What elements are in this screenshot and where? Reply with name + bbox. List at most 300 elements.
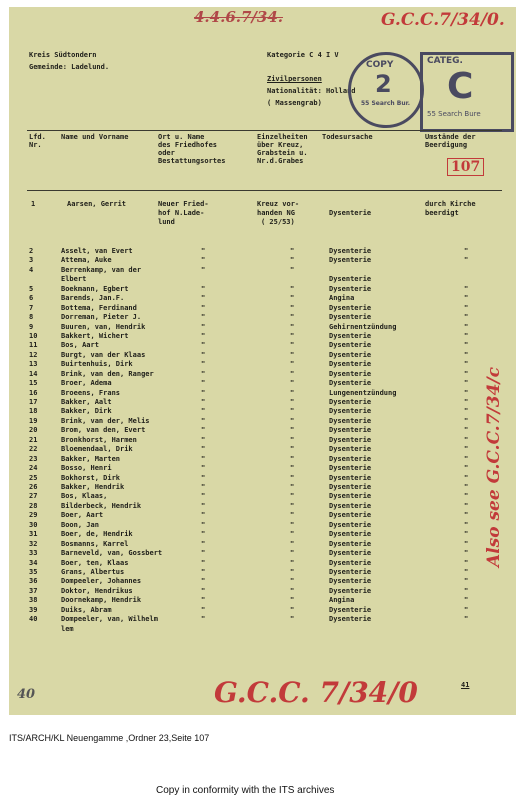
row-cause: Dysenterie xyxy=(329,256,372,265)
row-cause: Dysenterie xyxy=(329,407,372,416)
row-number: 6 xyxy=(29,294,34,303)
header-rule-bottom xyxy=(27,190,502,191)
row-name: Bos, Klaas, xyxy=(61,492,108,501)
row-umstaende-ditto: " xyxy=(464,247,469,255)
row-1-einzel-line1: Kreuz vor- xyxy=(257,200,300,208)
row-umstaende-ditto: " xyxy=(464,539,469,548)
row-cause: Dysenterie xyxy=(329,520,372,529)
row-number: 20 xyxy=(29,426,38,435)
row-einzel-ditto: " xyxy=(290,605,295,614)
row-einzel-ditto: " xyxy=(290,483,295,491)
row-cause: Dysenterie xyxy=(329,492,372,501)
row-number: 5 xyxy=(29,284,34,293)
row-einzel-ditto: " xyxy=(290,501,295,510)
table-row xyxy=(9,426,516,434)
row-cause: Dysenterie xyxy=(329,341,372,350)
row-umstaende-ditto: " xyxy=(464,586,469,595)
row-number: 37 xyxy=(29,586,38,595)
row-einzel-ditto: " xyxy=(290,379,295,388)
row-name: Bakkert, Wichert xyxy=(61,331,129,340)
row-ort-ditto: " xyxy=(201,435,206,444)
stamp-categ-text: CATEG. xyxy=(427,56,463,66)
row-ort-ditto: " xyxy=(201,350,206,359)
row-umstaende-ditto: " xyxy=(464,577,469,586)
row-umstaende-ditto: " xyxy=(464,360,469,369)
handwritten-reference: G.C.C.7/34/0. xyxy=(381,10,505,30)
copy-conformity-note: Copy in conformity with the ITS archives xyxy=(156,785,335,796)
row-umstaende-ditto: " xyxy=(464,454,469,463)
row-ort-ditto: " xyxy=(201,360,206,369)
row-einzel-ditto: " xyxy=(290,350,295,359)
row-name: Bakker, Dirk xyxy=(61,407,112,416)
row-umstaende-ditto: " xyxy=(464,549,469,558)
row-einzel-ditto: " xyxy=(290,265,295,274)
row-ort-ditto: " xyxy=(201,322,206,331)
row-cause: Dysenterie xyxy=(329,501,372,510)
table-row xyxy=(9,492,516,500)
row-cause: Dysenterie xyxy=(329,558,372,567)
row-1-nr: 1 xyxy=(31,200,36,208)
row-einzel-ditto: " xyxy=(290,454,295,463)
row-ort-ditto: " xyxy=(201,247,206,255)
row-name: Brink, van den, Ranger xyxy=(61,369,154,378)
row-name: Bilderbeck, Hendrik xyxy=(61,501,142,510)
row-ort-ditto: " xyxy=(201,313,206,322)
col-name-header: Name und Vorname xyxy=(61,133,129,141)
row-einzel-ditto: " xyxy=(290,435,295,444)
row-umstaende-ditto: " xyxy=(464,464,469,473)
row-einzel-ditto: " xyxy=(290,416,295,425)
row-name: Burgt, van der Klaas xyxy=(61,350,146,359)
row-cause: Dysenterie xyxy=(329,379,372,388)
row-name: Bakker, Aalt xyxy=(61,398,112,407)
row-1-umstaende-line2: beerdigt xyxy=(425,209,459,217)
row-einzel-ditto: " xyxy=(290,360,295,369)
table-row xyxy=(9,247,516,255)
row-number: 3 xyxy=(29,256,34,265)
row-umstaende-ditto: " xyxy=(464,256,469,265)
table-row xyxy=(9,285,516,293)
row-cause: Dysenterie xyxy=(329,313,372,322)
row-einzel-ditto: " xyxy=(290,303,295,312)
row-einzel-ditto: " xyxy=(290,369,295,378)
row-cause: Dysenterie xyxy=(329,454,372,463)
table-row xyxy=(9,474,516,482)
row-name: lem xyxy=(61,624,74,633)
row-name: Doornekamp, Hendrik xyxy=(61,596,142,605)
row-cause: Dysenterie xyxy=(329,303,372,312)
table-row xyxy=(9,445,516,453)
row-einzel-ditto: " xyxy=(290,492,295,501)
row-name: Bronkhorst, Harmen xyxy=(61,435,137,444)
row-ort-ditto: " xyxy=(201,549,206,558)
row-umstaende-ditto: " xyxy=(464,511,469,520)
table-row xyxy=(9,540,516,548)
row-name: Bakker, Marten xyxy=(61,454,121,463)
row-einzel-ditto: " xyxy=(290,586,295,595)
row-cause: Dysenterie xyxy=(329,369,372,378)
row-ort-ditto: " xyxy=(201,379,206,388)
table-row xyxy=(9,398,516,406)
row-number: 24 xyxy=(29,464,38,473)
row-einzel-ditto: " xyxy=(290,294,295,303)
kategorie-label: Kategorie C 4 I V xyxy=(267,51,339,59)
handwritten-side-note: Also see G.C.C.7/34/c xyxy=(484,367,504,567)
row-cause: Dysenterie xyxy=(329,586,372,595)
row-einzel-ditto: " xyxy=(290,558,295,567)
row-einzel-ditto: " xyxy=(290,596,295,605)
table-row xyxy=(9,417,516,425)
row-number: 19 xyxy=(29,416,38,425)
row-einzel-ditto: " xyxy=(290,398,295,407)
row-number: 23 xyxy=(29,454,38,463)
row-umstaende-ditto: " xyxy=(464,435,469,444)
row-ort-ditto: " xyxy=(201,454,206,463)
row-1-einzel-line3: ( 25/53) xyxy=(261,218,295,226)
table-row xyxy=(9,407,516,415)
row-number: 17 xyxy=(29,398,38,407)
archive-reference: ITS/ARCH/KL Neuengamme ,Ordner 23,Seite 107 xyxy=(9,733,210,743)
row-number: 21 xyxy=(29,435,38,444)
row-ort-ditto: " xyxy=(201,265,206,274)
row-ort-ditto: " xyxy=(201,426,206,435)
row-ort-ditto: " xyxy=(201,577,206,586)
table-row xyxy=(9,370,516,378)
row-name: Bosmanns, Karrel xyxy=(61,539,129,548)
row-cause: Dysenterie xyxy=(329,416,372,425)
row-einzel-ditto: " xyxy=(290,530,295,539)
row-einzel-ditto: " xyxy=(290,426,295,435)
row-cause: Dysenterie xyxy=(329,464,372,473)
table-row xyxy=(9,266,516,274)
stamp-number: 2 xyxy=(375,70,392,98)
row-name: Boer, de, Hendrik xyxy=(61,530,133,539)
row-number: 2 xyxy=(29,247,34,255)
row-cause: Dysenterie xyxy=(329,426,372,435)
row-number: 25 xyxy=(29,473,38,482)
handwritten-bottom-left: 40 xyxy=(17,687,36,702)
row-number: 9 xyxy=(29,322,34,331)
row-number: 38 xyxy=(29,596,38,605)
row-name: Broer, Adema xyxy=(61,379,112,388)
row-umstaende-ditto: " xyxy=(464,596,469,605)
row-name: Dompeeler, Johannes xyxy=(61,577,142,586)
row-umstaende-ditto: " xyxy=(464,341,469,350)
row-cause: Dysenterie xyxy=(329,539,372,548)
table-row xyxy=(9,549,516,557)
col-umstaende-header: Umstände der Beerdigung xyxy=(425,133,476,149)
row-ort-ditto: " xyxy=(201,388,206,397)
handwritten-page-number: 107 xyxy=(447,158,484,176)
row-ort-ditto: " xyxy=(201,520,206,529)
row-name: Bottema, Ferdinand xyxy=(61,303,137,312)
row-einzel-ditto: " xyxy=(290,511,295,520)
row-name: Brink, van der, Melis xyxy=(61,416,150,425)
row-umstaende-ditto: " xyxy=(464,530,469,539)
row-einzel-ditto: " xyxy=(290,567,295,576)
row-number: 36 xyxy=(29,577,38,586)
col-einzel-header: Einzelheiten über Kreuz, Grabstein u. Nr.d.Grabes xyxy=(257,133,308,165)
row-number: 35 xyxy=(29,567,38,576)
row-name: Barneveld, van, Gossbert xyxy=(61,549,163,558)
row-cause: Dysenterie xyxy=(329,473,372,482)
table-row xyxy=(9,351,516,359)
table-row xyxy=(9,332,516,340)
row-cause: Dysenterie xyxy=(329,511,372,520)
row-name: Berrenkamp, van der xyxy=(61,265,142,274)
table-row xyxy=(9,341,516,349)
table-row xyxy=(9,464,516,472)
row-ort-ditto: " xyxy=(201,501,206,510)
document-page xyxy=(9,7,516,715)
row-number: 13 xyxy=(29,360,38,369)
row-number: 15 xyxy=(29,379,38,388)
table-row xyxy=(9,511,516,519)
row-number: 28 xyxy=(29,501,38,510)
row-einzel-ditto: " xyxy=(290,549,295,558)
row-ort-ditto: " xyxy=(201,369,206,378)
row-name: Boon, Jan xyxy=(61,520,99,529)
row-number: 11 xyxy=(29,341,38,350)
row-ort-ditto: " xyxy=(201,407,206,416)
row-umstaende-ditto: " xyxy=(464,313,469,322)
row-number: 14 xyxy=(29,369,38,378)
row-ort-ditto: " xyxy=(201,539,206,548)
table-row xyxy=(9,521,516,529)
row-name: Attema, Auke xyxy=(61,256,112,265)
header-rule-top xyxy=(27,130,502,131)
stamp-search-text: 55 Search Bur. xyxy=(361,100,410,107)
row-number: 22 xyxy=(29,445,38,454)
row-number: 18 xyxy=(29,407,38,416)
row-umstaende-ditto: " xyxy=(464,322,469,331)
row-cause: Gehirnentzündung xyxy=(329,322,397,331)
row-umstaende-ditto: " xyxy=(464,520,469,529)
row-umstaende-ditto: " xyxy=(464,426,469,435)
row-umstaende-ditto: " xyxy=(464,558,469,567)
row-umstaende-ditto: " xyxy=(464,369,469,378)
row-cause: Lungenentzündung xyxy=(329,388,397,397)
row-1-name: Aarsen, Gerrit xyxy=(67,200,127,208)
row-number: 4 xyxy=(29,265,34,274)
row-ort-ditto: " xyxy=(201,341,206,350)
row-einzel-ditto: " xyxy=(290,256,295,265)
table-row xyxy=(9,256,516,264)
row-ort-ditto: " xyxy=(201,464,206,473)
row-cause: Dysenterie xyxy=(329,247,372,255)
row-cause: Dysenterie xyxy=(329,398,372,407)
table-row xyxy=(9,360,516,368)
row-1-einzel-line2: handen NG xyxy=(257,209,295,217)
row-1-ort-line3: lund xyxy=(158,218,175,226)
row-umstaende-ditto: " xyxy=(464,483,469,491)
row-ort-ditto: " xyxy=(201,530,206,539)
row-ort-ditto: " xyxy=(201,416,206,425)
row-number: 32 xyxy=(29,539,38,548)
row-ort-ditto: " xyxy=(201,398,206,407)
table-row xyxy=(9,625,516,633)
row-einzel-ditto: " xyxy=(290,341,295,350)
nation-label: Nationalität: Holland xyxy=(267,87,356,95)
row-1-ort-line1: Neuer Fried- xyxy=(158,200,209,208)
row-number: 29 xyxy=(29,511,38,520)
col-todes-header: Todesursache xyxy=(322,133,373,141)
row-einzel-ditto: " xyxy=(290,473,295,482)
row-number: 16 xyxy=(29,388,38,397)
row-name: Boer, Aart xyxy=(61,511,104,520)
stamp-letter: C xyxy=(447,66,474,107)
table-row xyxy=(9,304,516,312)
row-number: 8 xyxy=(29,313,34,322)
handwritten-strike-note: 4.4.6.7/34. xyxy=(194,8,283,26)
table-row xyxy=(9,323,516,331)
row-einzel-ditto: " xyxy=(290,615,295,624)
row-ort-ditto: " xyxy=(201,567,206,576)
row-name: Boer, ten, Klaas xyxy=(61,558,129,567)
table-row xyxy=(9,379,516,387)
row-ort-ditto: " xyxy=(201,511,206,520)
row-ort-ditto: " xyxy=(201,605,206,614)
handwritten-bottom-reference: G.C.C. 7/34/0 xyxy=(214,676,418,709)
row-1-umstaende-line1: durch Kirche xyxy=(425,200,476,208)
row-name: Bloemendaal, Drik xyxy=(61,445,133,454)
row-ort-ditto: " xyxy=(201,596,206,605)
row-umstaende-ditto: " xyxy=(464,473,469,482)
row-ort-ditto: " xyxy=(201,331,206,340)
table-row xyxy=(9,587,516,595)
row-ort-ditto: " xyxy=(201,483,206,491)
table-row xyxy=(9,275,516,283)
row-number: 7 xyxy=(29,303,34,312)
table-row xyxy=(9,502,516,510)
row-number: 40 xyxy=(29,615,38,624)
row-name: Dompeeler, van, Wilhelm xyxy=(61,615,158,624)
row-einzel-ditto: " xyxy=(290,407,295,416)
row-ort-ditto: " xyxy=(201,586,206,595)
massengrab-label: ( Massengrab) xyxy=(267,99,322,107)
row-ort-ditto: " xyxy=(201,473,206,482)
row-einzel-ditto: " xyxy=(290,464,295,473)
table-row xyxy=(9,455,516,463)
handwritten-bottom-number: 41 xyxy=(461,681,470,689)
kreis-label: Kreis Südtondern xyxy=(29,51,97,59)
row-einzel-ditto: " xyxy=(290,322,295,331)
row-cause: Dysenterie xyxy=(329,577,372,586)
row-number: 31 xyxy=(29,530,38,539)
col-nr-header: Lfd. Nr. xyxy=(29,133,46,149)
row-ort-ditto: " xyxy=(201,492,206,501)
row-cause: Dysenterie xyxy=(329,275,372,284)
row-number: 30 xyxy=(29,520,38,529)
row-name: Boekmann, Egbert xyxy=(61,284,129,293)
row-umstaende-ditto: " xyxy=(464,303,469,312)
row-einzel-ditto: " xyxy=(290,331,295,340)
row-number: 39 xyxy=(29,605,38,614)
row-cause: Dysenterie xyxy=(329,567,372,576)
row-umstaende-ditto: " xyxy=(464,615,469,624)
table-row xyxy=(9,294,516,302)
table-row xyxy=(9,606,516,614)
row-ort-ditto: " xyxy=(201,615,206,624)
row-name: Grans, Albertus xyxy=(61,567,125,576)
row-name: Bos, Aart xyxy=(61,341,99,350)
table-row xyxy=(9,596,516,604)
row-name: Elbert xyxy=(61,275,87,284)
table-row xyxy=(9,483,516,491)
row-umstaende-ditto: " xyxy=(464,605,469,614)
stamp-copy-text: COPY xyxy=(366,60,394,70)
row-name: Bokhorst, Dirk xyxy=(61,473,121,482)
row-number: 27 xyxy=(29,492,38,501)
row-cause: Dysenterie xyxy=(329,435,372,444)
row-name: Bosso, Henri xyxy=(61,464,112,473)
row-cause: Dysenterie xyxy=(329,360,372,369)
row-cause: Dysenterie xyxy=(329,284,372,293)
row-name: Barends, Jan.F. xyxy=(61,294,125,303)
table-row xyxy=(9,389,516,397)
gemeinde-label: Gemeinde: Ladelund. xyxy=(29,63,110,71)
row-name: Bakker, Hendrik xyxy=(61,483,125,491)
table-row xyxy=(9,577,516,585)
row-ort-ditto: " xyxy=(201,284,206,293)
row-einzel-ditto: " xyxy=(290,284,295,293)
zivil-label: Zivilpersonen xyxy=(267,75,322,83)
row-umstaende-ditto: " xyxy=(464,284,469,293)
row-cause: Dysenterie xyxy=(329,549,372,558)
row-name: Buuren, van, Hendrik xyxy=(61,322,146,331)
row-number: 12 xyxy=(29,350,38,359)
row-number: 34 xyxy=(29,558,38,567)
row-einzel-ditto: " xyxy=(290,520,295,529)
row-number: 10 xyxy=(29,331,38,340)
row-number: 26 xyxy=(29,483,38,491)
row-name: Asselt, van Evert xyxy=(61,247,133,255)
row-name: Duiks, Abram xyxy=(61,605,112,614)
row-cause: Angina xyxy=(329,294,355,303)
row-number: 33 xyxy=(29,549,38,558)
row-name: Doktor, Hendrikus xyxy=(61,586,133,595)
row-cause: Angina xyxy=(329,596,355,605)
row-einzel-ditto: " xyxy=(290,539,295,548)
row-umstaende-ditto: " xyxy=(464,407,469,416)
row-cause: Dysenterie xyxy=(329,483,372,491)
row-ort-ditto: " xyxy=(201,256,206,265)
row-umstaende-ditto: " xyxy=(464,445,469,454)
row-1-cause: Dysenterie xyxy=(329,209,372,217)
row-cause: Dysenterie xyxy=(329,350,372,359)
row-name: Brom, van den, Evert xyxy=(61,426,146,435)
row-cause: Dysenterie xyxy=(329,445,372,454)
row-cause: Dysenterie xyxy=(329,605,372,614)
row-ort-ditto: " xyxy=(201,558,206,567)
table-row xyxy=(9,568,516,576)
row-umstaende-ditto: " xyxy=(464,492,469,501)
row-ort-ditto: " xyxy=(201,303,206,312)
table-row xyxy=(9,615,516,623)
row-umstaende-ditto: " xyxy=(464,501,469,510)
row-cause: Dysenterie xyxy=(329,331,372,340)
stamp-box-search-text: 55 Search Bure xyxy=(427,110,481,118)
row-einzel-ditto: " xyxy=(290,445,295,454)
row-einzel-ditto: " xyxy=(290,577,295,586)
table-row xyxy=(9,313,516,321)
table-row xyxy=(9,436,516,444)
row-umstaende-ditto: " xyxy=(464,388,469,397)
col-ort-header: Ort u. Name des Friedhofes oder Bestattungsortes xyxy=(158,133,226,165)
row-umstaende-ditto: " xyxy=(464,416,469,425)
row-name: Broeens, Frans xyxy=(61,388,121,397)
row-cause: Dysenterie xyxy=(329,530,372,539)
